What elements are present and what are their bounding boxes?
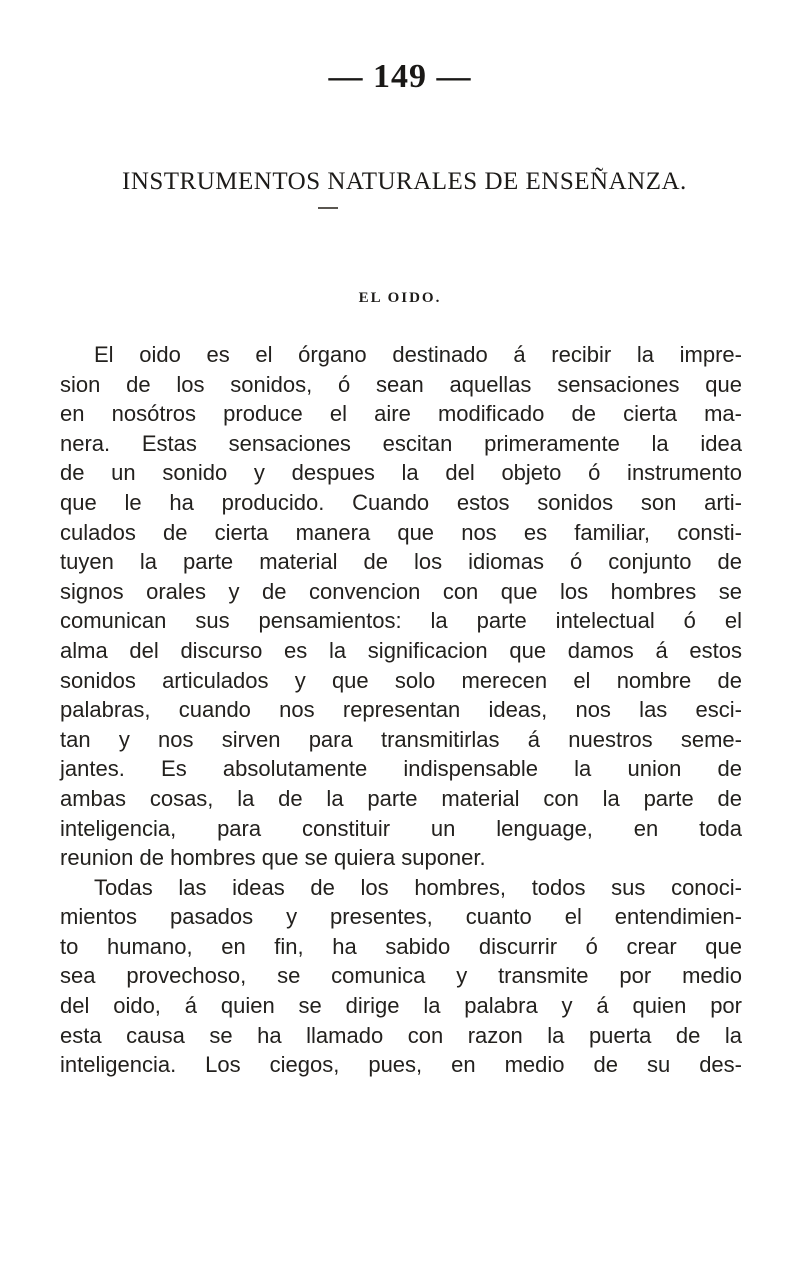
text-line: nera. Estas sensaciones escitan primeramente la idea (60, 430, 742, 456)
text-line: ambas cosas, la de la parte material con la parte de (60, 785, 742, 811)
text-line: sonidos articulados y que solo merecen el nombre de (60, 667, 742, 693)
text-line: Todas las ideas de los hombres, todos sus conoci- (94, 874, 742, 900)
text-line: en nosótros produce el aire modificado de cierta ma- (60, 401, 742, 427)
text-line: El oido es el órgano destinado á recibir la impre- (94, 342, 742, 367)
text-line: esta causa se ha llamado con razon la puerta de la (60, 1022, 742, 1048)
text-line: inteligencia, para constituir un lenguage, en toda (60, 815, 742, 841)
text-line: tuyen la parte material de los idiomas ó conjunto de (60, 549, 742, 575)
body-text (60, 340, 742, 1080)
text-line: jantes. Es absolutamente indispensable la union de (60, 756, 742, 782)
text-line: alma del discurso es la significacion que damos á estos (60, 637, 742, 663)
text-line: inteligencia. Los ciegos, pues, en medio de su des- (60, 1052, 742, 1078)
text-line: signos orales y de convencion con que los hombres se (60, 578, 742, 604)
text-line: reunion de hombres que se quiera suponer. (60, 845, 486, 871)
text-line: que le ha producido. Cuando estos sonidos son arti- (60, 489, 742, 515)
text-line: palabras, cuando nos representan ideas, nos las esci- (60, 697, 742, 723)
text-line: comunican sus pensamientos: la parte intelectual ó el (60, 608, 742, 634)
text-line: mientos pasados y presentes, cuanto el entendimien- (60, 904, 742, 930)
text-line: del oido, á quien se dirige la palabra y á quien por (60, 993, 742, 1019)
text-line: tan y nos sirven para transmitirlas á nuestros seme- (60, 726, 742, 752)
text-line: sion de los sonidos, ó sean aquellas sensaciones que (60, 371, 742, 397)
title-separator (318, 207, 338, 209)
chapter-subtitle: EL OIDO. (358, 290, 442, 306)
page-number: — 149 — (328, 58, 472, 95)
text-line: culados de cierta manera que nos es familiar, consti- (60, 519, 742, 545)
section-title: INSTRUMENTOS NATURALES DE ENSEÑANZA. (122, 168, 687, 195)
text-line: to humano, en fin, ha sabido discurrir ó crear que (60, 933, 742, 959)
text-line: sea provechoso, se comunica y transmite por medio (60, 963, 742, 989)
text-line: de un sonido y despues la del objeto ó instrumento (60, 460, 742, 486)
